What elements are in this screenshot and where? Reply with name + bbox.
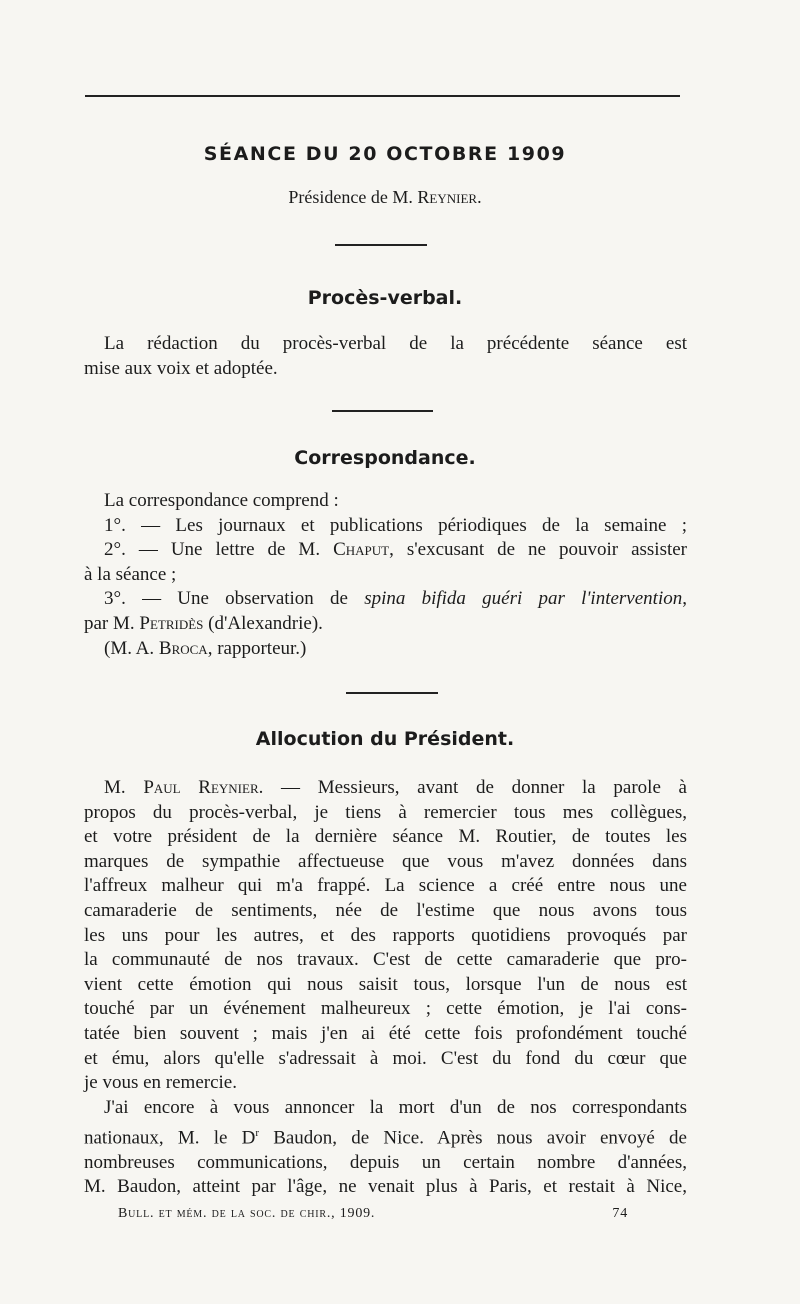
text-line: et ému, alors qu'elle s'adressait à moi. C'est du fond du cœur que: [84, 1047, 687, 1069]
speaker-name: Paul Reynier: [143, 777, 259, 798]
text-line: nombreuses communications, depuis un certain nombre d'années,: [84, 1151, 687, 1173]
text-line: les uns pour les autres, et des rapports quotidiens provoqués par: [84, 924, 687, 946]
text-run: Baudon, de Nice. Après nous avoir envoyé de: [259, 1126, 687, 1148]
text-run: . — Messieurs, avant de donner la parole à: [258, 777, 687, 798]
speaker-prefix: M.: [104, 777, 144, 798]
item-text: par M.: [84, 612, 140, 634]
item-text: 3°. — Une observation de: [104, 588, 365, 610]
item-text: ,: [682, 588, 687, 610]
allocution-paragraph-1: [84, 776, 687, 1096]
presidence-prefix: Présidence de M.: [288, 187, 418, 207]
correspondance-intro: La correspondance comprend :: [104, 490, 339, 511]
item-text: , rapporteur.): [207, 637, 307, 659]
text-line: [84, 776, 687, 801]
person-name: Broca: [158, 637, 208, 659]
proces-verbal-text: [84, 332, 687, 381]
text-line: vient cette émotion qui nous saisit tous, lorsque l'un de nous est: [84, 973, 687, 995]
president-name: Reynier: [417, 187, 478, 207]
separator-rule: [346, 692, 438, 694]
allocution-paragraph-2: [84, 1096, 687, 1200]
text-line: [84, 1121, 687, 1151]
separator-rule: [332, 410, 433, 412]
text-line: touché par un événement malheureux ; cette émotion, je l'ai cons-: [84, 998, 687, 1020]
item-text: 2°. — Une lettre de M.: [104, 539, 334, 561]
item-text: , s'excusant de ne pouvoir assister: [389, 539, 688, 561]
text-line: l'affreux malheur qui m'a frappé. La science a créé entre nous une: [84, 875, 687, 897]
top-rule: [85, 95, 680, 97]
correspondance-item-2: [84, 538, 687, 563]
text-line: mise aux voix et adoptée.: [84, 357, 278, 379]
text-line: J'ai encore à vous annoncer la mort d'un de nos correspondants: [104, 1097, 687, 1118]
correspondance-item-2-cont: à la séance ;: [84, 563, 177, 585]
correspondance-title: Correspondance.: [294, 447, 476, 469]
text-line: la communauté de nos travaux. C'est de cette camaraderie que pro-: [84, 949, 687, 971]
text-run: nationaux, M. le D: [84, 1126, 256, 1148]
page-number: 74: [612, 1206, 628, 1221]
superscript: r: [255, 1126, 259, 1139]
text-line: tatée bien souvent ; mais j'en ai été cette fois profondément touché: [84, 1022, 687, 1044]
seance-title: SÉANCE DU 20 OCTOBRE 1909: [203, 143, 567, 165]
correspondance-item-1: 1°. — Les journaux et publications périodiques de la semaine ;: [104, 514, 687, 536]
correspondance-text: [84, 489, 687, 661]
text-line: marques de sympathie affectueuse que vous m'avez données dans: [84, 850, 687, 872]
allocution-title: Allocution du Président.: [255, 728, 515, 750]
journal-reference: Bull. et mém. de la soc. de chir., 1909.: [118, 1206, 376, 1221]
text-line: M. Baudon, atteint par l'âge, ne venait plus à Paris, et restait à Nice,: [84, 1176, 687, 1198]
page-footer: [118, 1206, 628, 1222]
correspondance-item-3-cont: [84, 612, 687, 637]
presidence-line: [0, 187, 770, 208]
proces-verbal-title: Procès-verbal.: [307, 287, 463, 309]
item-text: (d'Alexandrie).: [203, 612, 323, 634]
item-italic-title: spina bifida guéri par l'intervention: [364, 588, 683, 610]
text-line: La rédaction du procès-verbal de la précédente séance est: [104, 333, 687, 354]
person-name: Chaput: [333, 539, 390, 561]
item-text: (M. A.: [104, 637, 159, 659]
text-line: propos du procès-verbal, je tiens à remercier tous mes collègues,: [84, 801, 687, 823]
correspondance-rapporteur: [84, 637, 687, 662]
text-line: je vous en remercie.: [84, 1072, 237, 1094]
correspondance-item-3: [84, 587, 687, 612]
person-name: Petridès: [139, 612, 204, 634]
text-line: et votre président de la dernière séance M. Routier, de toutes les: [84, 826, 687, 848]
presidence-suffix: .: [477, 187, 482, 207]
text-line: camaraderie de sentiments, née de l'estime que nous avons tous: [84, 899, 687, 921]
separator-rule: [335, 244, 427, 246]
